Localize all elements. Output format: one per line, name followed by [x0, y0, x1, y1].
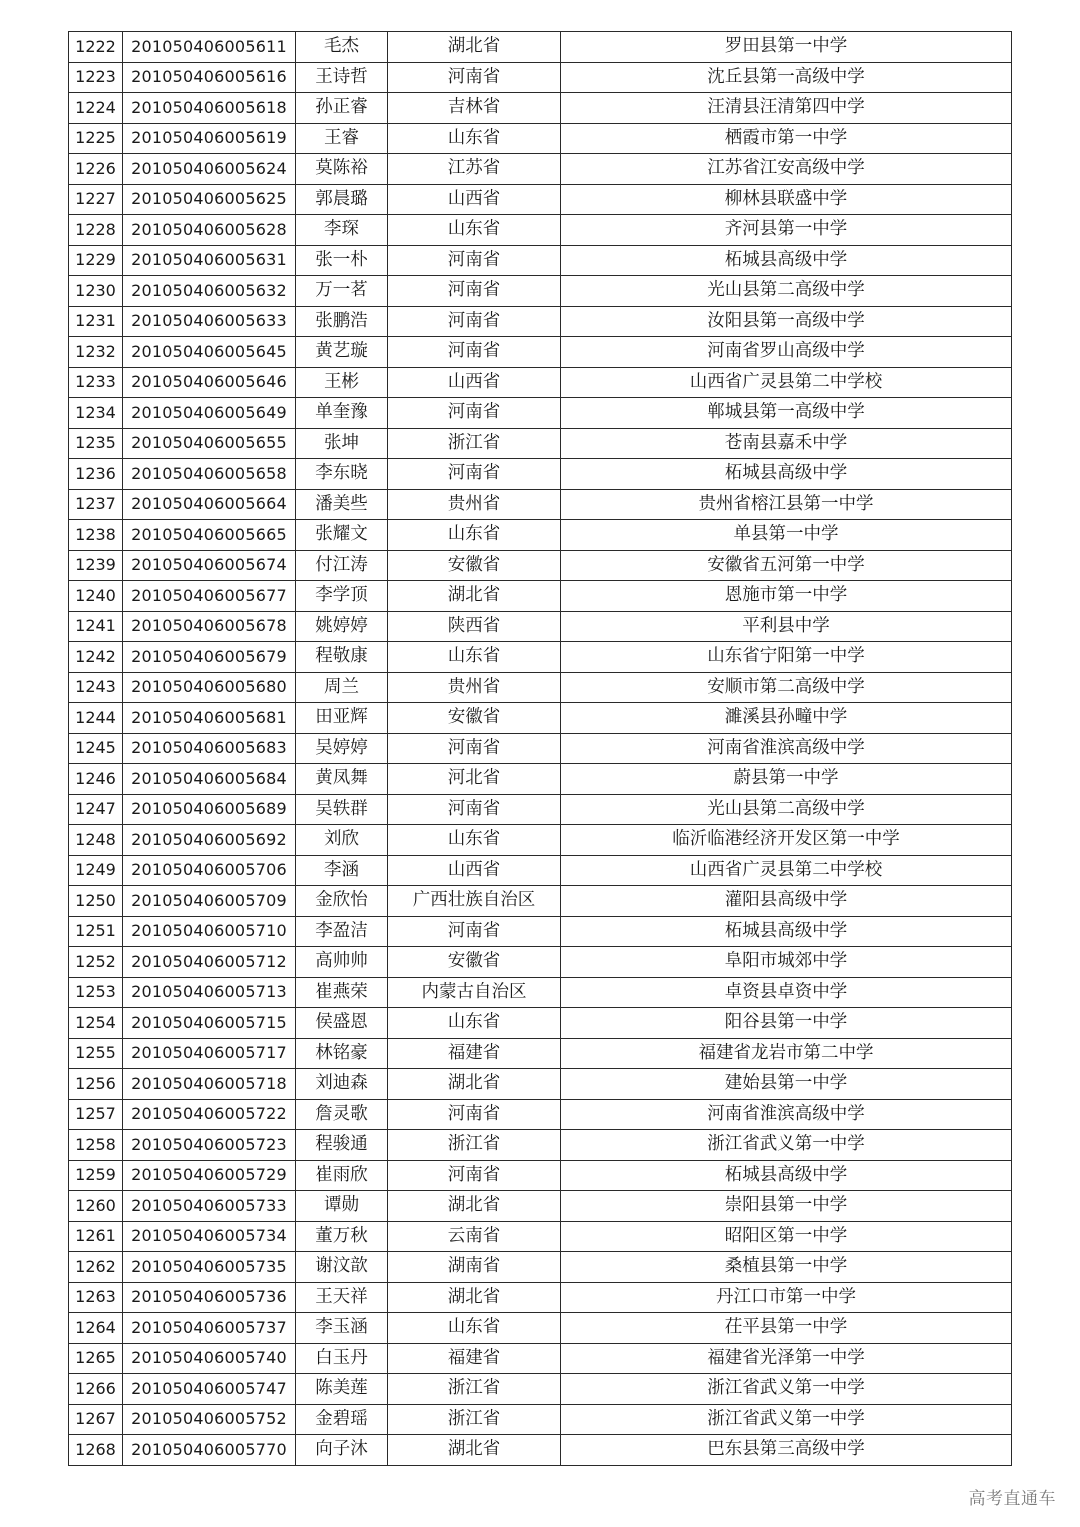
- table-row: [69, 1282, 1012, 1313]
- row-number-cell: 1239: [69, 550, 123, 581]
- row-number-cell: 1262: [69, 1252, 123, 1283]
- table-row: [69, 794, 1012, 825]
- student-name-cell: 王诗哲: [296, 62, 388, 93]
- province-cell: 湖北省: [388, 1435, 561, 1466]
- row-number-cell: 1230: [69, 276, 123, 307]
- row-number-cell: 1246: [69, 764, 123, 795]
- exam-id-cell: 201050406005618: [123, 93, 296, 124]
- exam-id-cell: 201050406005684: [123, 764, 296, 795]
- exam-id-cell: 201050406005679: [123, 642, 296, 673]
- school-cell: 福建省光泽第一中学: [561, 1343, 1012, 1374]
- table-row: [69, 733, 1012, 764]
- table-row: [69, 154, 1012, 185]
- student-name-cell: 李玉涵: [296, 1313, 388, 1344]
- table-row: [69, 977, 1012, 1008]
- school-cell: 汝阳县第一高级中学: [561, 306, 1012, 337]
- table-row: [69, 1221, 1012, 1252]
- province-cell: 河南省: [388, 306, 561, 337]
- exam-id-cell: 201050406005729: [123, 1160, 296, 1191]
- province-cell: 湖南省: [388, 1252, 561, 1283]
- table-row: [69, 550, 1012, 581]
- exam-id-cell: 201050406005737: [123, 1313, 296, 1344]
- table-row: [69, 459, 1012, 490]
- row-number-cell: 1249: [69, 855, 123, 886]
- student-name-cell: 金碧瑶: [296, 1404, 388, 1435]
- row-number-cell: 1267: [69, 1404, 123, 1435]
- row-number-cell: 1263: [69, 1282, 123, 1313]
- row-number-cell: 1229: [69, 245, 123, 276]
- province-cell: 山东省: [388, 1008, 561, 1039]
- exam-id-cell: 201050406005681: [123, 703, 296, 734]
- exam-id-cell: 201050406005740: [123, 1343, 296, 1374]
- table-row: [69, 1343, 1012, 1374]
- exam-id-cell: 201050406005710: [123, 916, 296, 947]
- row-number-cell: 1255: [69, 1038, 123, 1069]
- exam-id-cell: 201050406005722: [123, 1099, 296, 1130]
- table-row: [69, 764, 1012, 795]
- student-name-cell: 崔燕荣: [296, 977, 388, 1008]
- school-cell: 浙江省武义第一中学: [561, 1374, 1012, 1405]
- school-cell: 栖霞市第一中学: [561, 123, 1012, 154]
- row-number-cell: 1227: [69, 184, 123, 215]
- row-number-cell: 1238: [69, 520, 123, 551]
- table-row: [69, 398, 1012, 429]
- student-name-cell: 姚婷婷: [296, 611, 388, 642]
- student-name-cell: 侯盛恩: [296, 1008, 388, 1039]
- province-cell: 山西省: [388, 184, 561, 215]
- province-cell: 河南省: [388, 916, 561, 947]
- school-cell: 单县第一中学: [561, 520, 1012, 551]
- school-cell: 安顺市第二高级中学: [561, 672, 1012, 703]
- province-cell: 湖北省: [388, 32, 561, 63]
- table-row: [69, 306, 1012, 337]
- student-name-cell: 白玉丹: [296, 1343, 388, 1374]
- row-number-cell: 1237: [69, 489, 123, 520]
- student-name-cell: 张一朴: [296, 245, 388, 276]
- row-number-cell: 1254: [69, 1008, 123, 1039]
- school-cell: 河南省罗山高级中学: [561, 337, 1012, 368]
- table-row: [69, 916, 1012, 947]
- exam-id-cell: 201050406005734: [123, 1221, 296, 1252]
- school-cell: 苍南县嘉禾中学: [561, 428, 1012, 459]
- table-row: [69, 1191, 1012, 1222]
- school-cell: 蔚县第一中学: [561, 764, 1012, 795]
- school-cell: 罗田县第一中学: [561, 32, 1012, 63]
- school-cell: 山东省宁阳第一中学: [561, 642, 1012, 673]
- school-cell: 卓资县卓资中学: [561, 977, 1012, 1008]
- table-row: [69, 367, 1012, 398]
- row-number-cell: 1261: [69, 1221, 123, 1252]
- school-cell: 阜阳市城郊中学: [561, 947, 1012, 978]
- school-cell: 沈丘县第一高级中学: [561, 62, 1012, 93]
- school-cell: 丹江口市第一中学: [561, 1282, 1012, 1313]
- school-cell: 崇阳县第一中学: [561, 1191, 1012, 1222]
- row-number-cell: 1250: [69, 886, 123, 917]
- row-number-cell: 1222: [69, 32, 123, 63]
- student-name-cell: 黄凤舞: [296, 764, 388, 795]
- table-row: [69, 1252, 1012, 1283]
- province-cell: 湖北省: [388, 1191, 561, 1222]
- province-cell: 山东省: [388, 642, 561, 673]
- province-cell: 河南省: [388, 733, 561, 764]
- student-name-cell: 毛杰: [296, 32, 388, 63]
- school-cell: 柘城县高级中学: [561, 459, 1012, 490]
- table-row: [69, 947, 1012, 978]
- province-cell: 贵州省: [388, 489, 561, 520]
- row-number-cell: 1257: [69, 1099, 123, 1130]
- school-cell: 临沂临港经济开发区第一中学: [561, 825, 1012, 856]
- student-name-cell: 单奎豫: [296, 398, 388, 429]
- province-cell: 河南省: [388, 276, 561, 307]
- province-cell: 河北省: [388, 764, 561, 795]
- student-name-cell: 程骏通: [296, 1130, 388, 1161]
- school-cell: 齐河县第一中学: [561, 215, 1012, 246]
- exam-id-cell: 201050406005770: [123, 1435, 296, 1466]
- student-name-cell: 金欣怡: [296, 886, 388, 917]
- province-cell: 河南省: [388, 62, 561, 93]
- row-number-cell: 1252: [69, 947, 123, 978]
- table-row: [69, 1435, 1012, 1466]
- province-cell: 湖北省: [388, 1069, 561, 1100]
- table-row: [69, 32, 1012, 63]
- province-cell: 陕西省: [388, 611, 561, 642]
- province-cell: 山东省: [388, 215, 561, 246]
- school-cell: 福建省龙岩市第二中学: [561, 1038, 1012, 1069]
- table-row: [69, 1069, 1012, 1100]
- student-name-cell: 程敬康: [296, 642, 388, 673]
- exam-id-cell: 201050406005645: [123, 337, 296, 368]
- table-row: [69, 215, 1012, 246]
- row-number-cell: 1236: [69, 459, 123, 490]
- student-name-cell: 张耀文: [296, 520, 388, 551]
- student-name-cell: 崔雨欣: [296, 1160, 388, 1191]
- province-cell: 浙江省: [388, 1404, 561, 1435]
- row-number-cell: 1234: [69, 398, 123, 429]
- exam-id-cell: 201050406005678: [123, 611, 296, 642]
- province-cell: 福建省: [388, 1038, 561, 1069]
- student-name-cell: 高帅帅: [296, 947, 388, 978]
- table-row: [69, 672, 1012, 703]
- school-cell: 山西省广灵县第二中学校: [561, 855, 1012, 886]
- row-number-cell: 1251: [69, 916, 123, 947]
- student-name-cell: 向子沐: [296, 1435, 388, 1466]
- exam-id-cell: 201050406005628: [123, 215, 296, 246]
- exam-id-cell: 201050406005631: [123, 245, 296, 276]
- school-cell: 濉溪县孙疃中学: [561, 703, 1012, 734]
- row-number-cell: 1260: [69, 1191, 123, 1222]
- province-cell: 贵州省: [388, 672, 561, 703]
- exam-id-cell: 201050406005736: [123, 1282, 296, 1313]
- province-cell: 浙江省: [388, 1374, 561, 1405]
- exam-id-cell: 201050406005665: [123, 520, 296, 551]
- exam-id-cell: 201050406005625: [123, 184, 296, 215]
- row-number-cell: 1266: [69, 1374, 123, 1405]
- row-number-cell: 1228: [69, 215, 123, 246]
- student-name-cell: 万一茗: [296, 276, 388, 307]
- student-name-cell: 谭勋: [296, 1191, 388, 1222]
- school-cell: 山西省广灵县第二中学校: [561, 367, 1012, 398]
- row-number-cell: 1259: [69, 1160, 123, 1191]
- watermark-text: 高考直通车: [968, 1489, 1056, 1509]
- school-cell: 河南省淮滨高级中学: [561, 1099, 1012, 1130]
- school-cell: 茌平县第一中学: [561, 1313, 1012, 1344]
- student-name-cell: 张坤: [296, 428, 388, 459]
- province-cell: 湖北省: [388, 1282, 561, 1313]
- province-cell: 山东省: [388, 123, 561, 154]
- table-row: [69, 62, 1012, 93]
- exam-id-cell: 201050406005718: [123, 1069, 296, 1100]
- school-cell: 柘城县高级中学: [561, 1160, 1012, 1191]
- exam-id-cell: 201050406005649: [123, 398, 296, 429]
- row-number-cell: 1248: [69, 825, 123, 856]
- province-cell: 河南省: [388, 459, 561, 490]
- row-number-cell: 1226: [69, 154, 123, 185]
- exam-id-cell: 201050406005689: [123, 794, 296, 825]
- province-cell: 福建省: [388, 1343, 561, 1374]
- exam-id-cell: 201050406005655: [123, 428, 296, 459]
- table-row: [69, 581, 1012, 612]
- school-cell: 光山县第二高级中学: [561, 794, 1012, 825]
- table-row: [69, 1160, 1012, 1191]
- exam-id-cell: 201050406005624: [123, 154, 296, 185]
- table-row: [69, 276, 1012, 307]
- exam-id-cell: 201050406005752: [123, 1404, 296, 1435]
- exam-id-cell: 201050406005632: [123, 276, 296, 307]
- student-name-cell: 王天祥: [296, 1282, 388, 1313]
- school-cell: 浙江省武义第一中学: [561, 1404, 1012, 1435]
- exam-id-cell: 201050406005646: [123, 367, 296, 398]
- exam-id-cell: 201050406005616: [123, 62, 296, 93]
- school-cell: 柘城县高级中学: [561, 916, 1012, 947]
- province-cell: 山西省: [388, 855, 561, 886]
- student-name-cell: 李学顶: [296, 581, 388, 612]
- student-name-cell: 潘美些: [296, 489, 388, 520]
- table-row: [69, 245, 1012, 276]
- province-cell: 广西壮族自治区: [388, 886, 561, 917]
- exam-id-cell: 201050406005611: [123, 32, 296, 63]
- row-number-cell: 1241: [69, 611, 123, 642]
- student-name-cell: 田亚辉: [296, 703, 388, 734]
- exam-id-cell: 201050406005619: [123, 123, 296, 154]
- school-cell: 贵州省榕江县第一中学: [561, 489, 1012, 520]
- student-name-cell: 孙正睿: [296, 93, 388, 124]
- row-number-cell: 1264: [69, 1313, 123, 1344]
- row-number-cell: 1233: [69, 367, 123, 398]
- row-number-cell: 1224: [69, 93, 123, 124]
- exam-id-cell: 201050406005717: [123, 1038, 296, 1069]
- province-cell: 江苏省: [388, 154, 561, 185]
- province-cell: 浙江省: [388, 1130, 561, 1161]
- school-cell: 安徽省五河第一中学: [561, 550, 1012, 581]
- exam-id-cell: 201050406005709: [123, 886, 296, 917]
- exam-id-cell: 201050406005677: [123, 581, 296, 612]
- school-cell: 桑植县第一中学: [561, 1252, 1012, 1283]
- row-number-cell: 1242: [69, 642, 123, 673]
- table-row: [69, 1374, 1012, 1405]
- student-name-cell: 李盈洁: [296, 916, 388, 947]
- school-cell: 浙江省武义第一中学: [561, 1130, 1012, 1161]
- exam-id-cell: 201050406005680: [123, 672, 296, 703]
- exam-id-cell: 201050406005713: [123, 977, 296, 1008]
- school-cell: 建始县第一中学: [561, 1069, 1012, 1100]
- exam-id-cell: 201050406005712: [123, 947, 296, 978]
- table-row: [69, 520, 1012, 551]
- table-row: [69, 1099, 1012, 1130]
- province-cell: 河南省: [388, 1160, 561, 1191]
- table-row: [69, 611, 1012, 642]
- student-name-cell: 林铭豪: [296, 1038, 388, 1069]
- student-name-cell: 周兰: [296, 672, 388, 703]
- student-roster-table: [68, 31, 1012, 1466]
- row-number-cell: 1232: [69, 337, 123, 368]
- student-name-cell: 陈美莲: [296, 1374, 388, 1405]
- exam-id-cell: 201050406005747: [123, 1374, 296, 1405]
- school-cell: 恩施市第一中学: [561, 581, 1012, 612]
- province-cell: 河南省: [388, 794, 561, 825]
- exam-id-cell: 201050406005683: [123, 733, 296, 764]
- table-row: [69, 337, 1012, 368]
- province-cell: 山东省: [388, 1313, 561, 1344]
- row-number-cell: 1231: [69, 306, 123, 337]
- table-row: [69, 184, 1012, 215]
- province-cell: 安徽省: [388, 703, 561, 734]
- table-row: [69, 825, 1012, 856]
- province-cell: 浙江省: [388, 428, 561, 459]
- student-name-cell: 黄艺璇: [296, 337, 388, 368]
- school-cell: 河南省淮滨高级中学: [561, 733, 1012, 764]
- exam-id-cell: 201050406005674: [123, 550, 296, 581]
- school-cell: 昭阳区第一中学: [561, 1221, 1012, 1252]
- province-cell: 吉林省: [388, 93, 561, 124]
- exam-id-cell: 201050406005633: [123, 306, 296, 337]
- row-number-cell: 1265: [69, 1343, 123, 1374]
- province-cell: 河南省: [388, 245, 561, 276]
- table-row: [69, 93, 1012, 124]
- row-number-cell: 1258: [69, 1130, 123, 1161]
- table-row: [69, 1313, 1012, 1344]
- province-cell: 河南省: [388, 337, 561, 368]
- school-cell: 柳林县联盛中学: [561, 184, 1012, 215]
- row-number-cell: 1235: [69, 428, 123, 459]
- province-cell: 山东省: [388, 825, 561, 856]
- student-name-cell: 莫陈裕: [296, 154, 388, 185]
- row-number-cell: 1256: [69, 1069, 123, 1100]
- student-name-cell: 张鹏浩: [296, 306, 388, 337]
- province-cell: 云南省: [388, 1221, 561, 1252]
- student-name-cell: 王睿: [296, 123, 388, 154]
- student-name-cell: 詹灵歌: [296, 1099, 388, 1130]
- school-cell: 平利县中学: [561, 611, 1012, 642]
- exam-id-cell: 201050406005723: [123, 1130, 296, 1161]
- school-cell: 柘城县高级中学: [561, 245, 1012, 276]
- exam-id-cell: 201050406005715: [123, 1008, 296, 1039]
- table-row: [69, 855, 1012, 886]
- table-row: [69, 123, 1012, 154]
- student-name-cell: 吴婷婷: [296, 733, 388, 764]
- table-row: [69, 703, 1012, 734]
- province-cell: 河南省: [388, 398, 561, 429]
- student-name-cell: 李琛: [296, 215, 388, 246]
- table-row: [69, 1404, 1012, 1435]
- school-cell: 阳谷县第一中学: [561, 1008, 1012, 1039]
- table-row: [69, 1130, 1012, 1161]
- school-cell: 郸城县第一高级中学: [561, 398, 1012, 429]
- roster-body: [69, 32, 1012, 1466]
- exam-id-cell: 201050406005664: [123, 489, 296, 520]
- table-row: [69, 1038, 1012, 1069]
- table-row: [69, 886, 1012, 917]
- province-cell: 湖北省: [388, 581, 561, 612]
- province-cell: 河南省: [388, 1099, 561, 1130]
- table-row: [69, 428, 1012, 459]
- province-cell: 山西省: [388, 367, 561, 398]
- exam-id-cell: 201050406005733: [123, 1191, 296, 1222]
- province-cell: 安徽省: [388, 550, 561, 581]
- student-name-cell: 吴轶群: [296, 794, 388, 825]
- exam-id-cell: 201050406005735: [123, 1252, 296, 1283]
- row-number-cell: 1245: [69, 733, 123, 764]
- row-number-cell: 1247: [69, 794, 123, 825]
- row-number-cell: 1244: [69, 703, 123, 734]
- exam-id-cell: 201050406005658: [123, 459, 296, 490]
- row-number-cell: 1243: [69, 672, 123, 703]
- exam-id-cell: 201050406005692: [123, 825, 296, 856]
- student-name-cell: 郭晨璐: [296, 184, 388, 215]
- table-row: [69, 1008, 1012, 1039]
- province-cell: 安徽省: [388, 947, 561, 978]
- row-number-cell: 1225: [69, 123, 123, 154]
- exam-id-cell: 201050406005706: [123, 855, 296, 886]
- row-number-cell: 1253: [69, 977, 123, 1008]
- student-name-cell: 李涵: [296, 855, 388, 886]
- student-name-cell: 刘欣: [296, 825, 388, 856]
- student-name-cell: 付江涛: [296, 550, 388, 581]
- student-name-cell: 刘迪森: [296, 1069, 388, 1100]
- student-name-cell: 王彬: [296, 367, 388, 398]
- table-row: [69, 642, 1012, 673]
- province-cell: 山东省: [388, 520, 561, 551]
- school-cell: 汪清县汪清第四中学: [561, 93, 1012, 124]
- student-name-cell: 谢汶歆: [296, 1252, 388, 1283]
- school-cell: 巴东县第三高级中学: [561, 1435, 1012, 1466]
- province-cell: 内蒙古自治区: [388, 977, 561, 1008]
- row-number-cell: 1268: [69, 1435, 123, 1466]
- school-cell: 灌阳县高级中学: [561, 886, 1012, 917]
- table-row: [69, 489, 1012, 520]
- student-name-cell: 董万秋: [296, 1221, 388, 1252]
- row-number-cell: 1240: [69, 581, 123, 612]
- row-number-cell: 1223: [69, 62, 123, 93]
- student-name-cell: 李东晓: [296, 459, 388, 490]
- school-cell: 光山县第二高级中学: [561, 276, 1012, 307]
- school-cell: 江苏省江安高级中学: [561, 154, 1012, 185]
